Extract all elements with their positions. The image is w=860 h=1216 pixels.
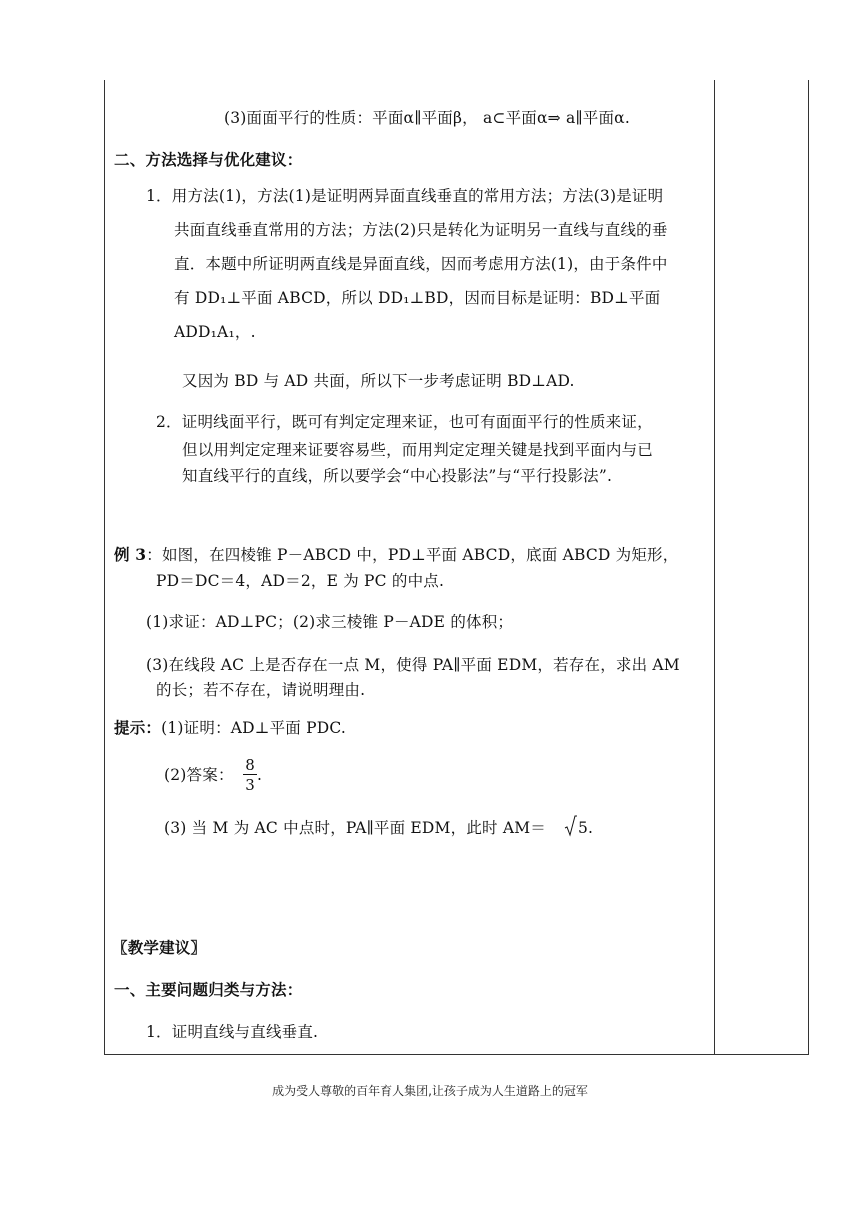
hint-text: (1)证明：AD⊥平面 PDC.: [161, 719, 346, 737]
sqrt-icon: [564, 815, 577, 837]
fraction-period: .: [257, 766, 263, 784]
text-line: 有 DD₁⊥平面 ABCD，所以 DD₁⊥BD，因而目标是证明：BD⊥平面: [174, 289, 661, 307]
text-line: 直．本题中所证明两直线是异面直线，因而考虑用方法(1)，由于条件中: [174, 255, 668, 273]
example-3-statement: [114, 545, 678, 565]
text-line: 2．证明线面平行，既可有判定定理来证，也可有面面平行的性质来证，: [156, 413, 653, 431]
text-line: 共面直线垂直常用的方法；方法(2)只是转化为证明另一直线与直线的垂: [174, 221, 668, 239]
sqrt-radicand: 5: [578, 819, 589, 837]
answer-2-label: (2)答案：: [164, 766, 234, 784]
table-column-divider: [714, 80, 715, 1055]
text-line: 但以用判定定理来证要容易些，而用判定定理关键是找到平面内与已: [182, 441, 654, 459]
question-3: (3)在线段 AC 上是否存在一点 M，使得 PA∥平面 EDM，若存在，求出 AM: [146, 656, 680, 674]
hint-line: [114, 718, 346, 738]
text-line-parallel-property: (3)面面平行的性质：平面α∥平面β， a⊂平面α⇒ a∥平面α.: [224, 109, 630, 127]
fraction-denominator: 3: [245, 776, 255, 794]
answer-3: (3) 当 M 为 AC 中点时，PA∥平面 EDM，此时 AM＝: [164, 819, 547, 837]
section-heading-teaching-suggestion: 〖教学建议〗: [112, 938, 207, 957]
hint-label: 提示：: [114, 718, 162, 737]
example-label: 例 3: [114, 545, 147, 564]
section-heading-method-selection: 二、方法选择与优化建议：: [114, 150, 303, 169]
text-line: 知直线平行的直线，所以要学会“中心投影法”与“平行投影法”.: [182, 467, 613, 485]
text-line: 的长；若不存在，请说明理由.: [156, 681, 366, 699]
text-line: 1．证明直线与直线垂直.: [146, 1023, 319, 1041]
fraction-numerator: 8: [245, 756, 255, 774]
example-text: ：如图，在四棱锥 P－ABCD 中，PD⊥平面 ABCD，底面 ABCD 为矩形，: [146, 546, 679, 564]
sqrt-period: .: [588, 819, 594, 837]
text-line: 1．用方法(1)，方法(1)是证明两异面直线垂直的常用方法；方法(3)是证明: [146, 187, 664, 205]
section-heading-main-problems: 一、主要问题归类与方法：: [114, 980, 303, 999]
text-line: ADD₁A₁，.: [174, 323, 256, 341]
page-footer: 成为受人尊敬的百年育人集团,让孩子成为人生道路上的冠军: [272, 1084, 588, 1098]
text-line: 又因为 BD 与 AD 共面，所以下一步考虑证明 BD⊥AD.: [182, 372, 575, 390]
question-1-2: (1)求证：AD⊥PC；(2)求三棱锥 P－ADE 的体积；: [146, 613, 514, 631]
text-line: PD＝DC＝4，AD＝2，E 为 PC 的中点.: [156, 572, 445, 590]
fraction-bar: [243, 774, 257, 775]
